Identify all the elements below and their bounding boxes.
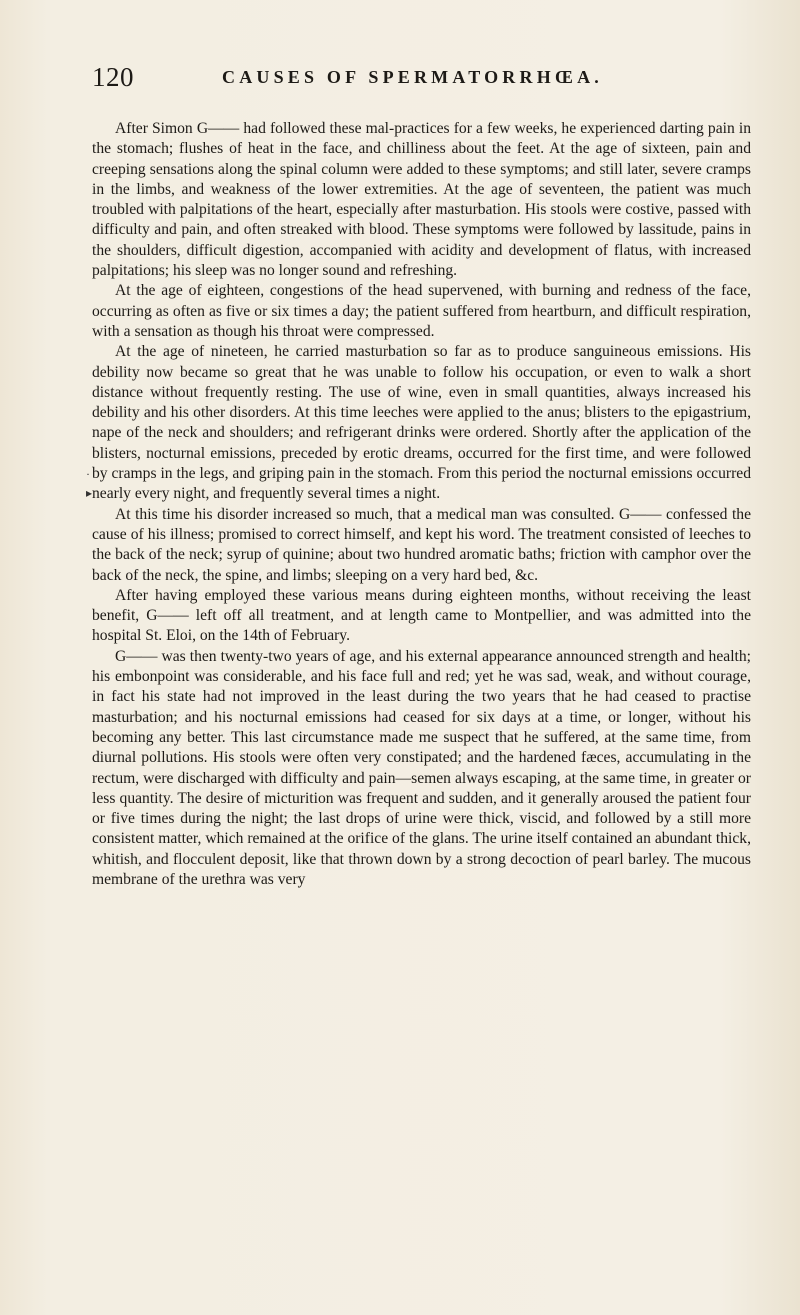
running-head: CAUSES OF SPERMATORRHŒA.	[222, 67, 603, 87]
paragraph: At this time his disorder increased so much, that a medical man was consulted. G—— confessed the cause of his illness; promised to correct himself, and kept his word. The treatment consisted of leeches to the back of the neck; syrup of quinine; about two hundred aromatic baths; friction with camphor over the back of the neck, the spine, and limbs; sleeping on a very hard bed, &c.	[92, 505, 751, 584]
paragraph: After having employed these various means during eighteen months, without receiving the least benefit, G—— left off all treatment, and at length came to Montpellier, and was admitted into the hospital St. Eloi, on the 14th of February.	[92, 586, 751, 645]
margin-mark: ▸	[86, 486, 93, 500]
page-header	[92, 62, 742, 92]
body-text	[92, 119, 751, 890]
paragraph: At the age of nineteen, he carried masturbation so far as to produce sanguineous emissions. His debility now became so great that he was unable to follow his occupation, or even to walk a short distance without frequently resting. The use of wine, even in small quantities, always increased his debility and his other disorders. At this time leeches were applied to the anus; blisters to the epigastrium, nape of the neck and shoulders; and refrigerant drinks were ordered. Shortly after the application of the blisters, nocturnal emissions, preceded by erotic dreams, occurred for the first time, and were followed by cramps in the legs, and griping pain in the stomach. From this period the nocturnal emissions occurred nearly every night, and frequently several times a night.	[92, 343, 751, 503]
margin-mark: ·	[86, 467, 90, 481]
paragraph: G—— was then twenty-two years of age, and his external appearance announced strength and health; his embonpoint was considerable, and his face full and red; yet he was sad, weak, and without courage, in fact his state had not improved in the least during the two years that he had ceased to practise masturbation; and his nocturnal emissions had ceased for six days at a time, or longer, without his becoming any better. This last circumstance made me suspect that he suffered, at the same time, from diurnal pollutions. His stools were often very constipated; and the hardened fæces, accumulating in the rectum, were discharged with difficulty and pain—semen always escaping, at the same time, in greater or less quantity. The desire of micturition was frequent and sudden, and it generally aroused the patient four or five times during the night; the last drops of urine were thick, viscid, and followed by a still more consistent matter, which remained at the orifice of the glans. The urine itself contained an abundant thick, whitish, and flocculent deposit, like that thrown down by a strong decoction of pearl barley. The mucous membrane of the urethra was very	[92, 647, 751, 888]
page-number: 120	[92, 62, 134, 92]
paragraph: After Simon G—— had followed these mal-practices for a few weeks, he experienced darting pain in the stomach; flushes of heat in the face, and chilliness about the feet. At the age of sixteen, pain and creeping sensations along the spinal column were added to these symptoms; and still later, severe cramps in the limbs, and weakness of the lower extremities. At the age of seventeen, the patient was much troubled with palpitations of the heart, especially after masturbation. His stools were costive, passed with difficulty and pain, and often streaked with blood. These symptoms were followed by lassitude, pains in the shoulders, difficult digestion, accompanied with acidity and development of flatus, with increased palpitations; his sleep was no longer sound and refreshing.	[92, 120, 751, 280]
paragraph: At the age of eighteen, congestions of the head supervened, with burning and redness of the face, occurring as often as five or six times a day; the patient suffered from heartburn, and difficult respiration, with a sensation as though his throat were compressed.	[92, 282, 751, 340]
